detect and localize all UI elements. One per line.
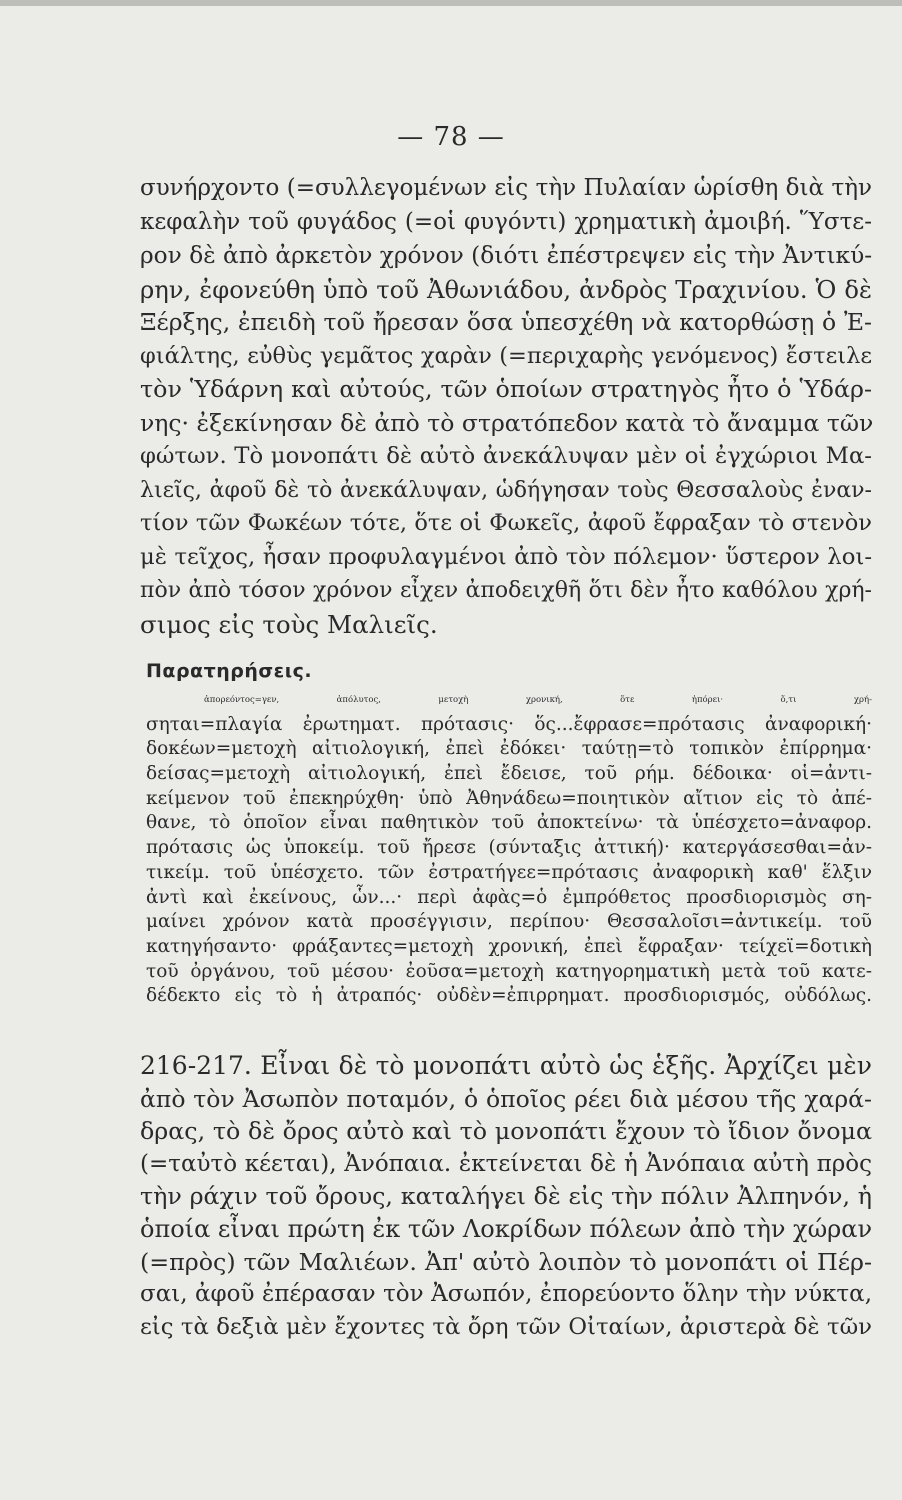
text-line: εἰς τὰ δεξιὰ μὲν ἔχοντες τὰ ὄρη τῶν Οἰταίων, ἀριστερὰ δὲ τῶν bbox=[140, 1313, 872, 1340]
note-line: τικείμ. τοῦ ὑπέσχετο. τῶν ἐστρατήγεε=πρότασις ἀναφορικὴ καθ' ἕλξιν bbox=[146, 861, 872, 883]
text-line: δρας, τὸ δὲ ὄρος αὐτὸ καὶ τὸ μονοπάτι ἔχουν τὸ ἴδιον ὄνομα bbox=[140, 1117, 872, 1146]
text-line: σιμος εἰς τοὺς Μαλιεῖς. bbox=[140, 609, 438, 639]
note-line: δοκέων=μετοχὴ αἰτιολογική, ἐπεὶ ἐδόκει· ταύτῃ=τὸ τοπικὸν ἐπίρρημα· bbox=[146, 738, 872, 760]
text-line: μὲ τεῖχος, ἦσαν προφυλαγμένοι ἀπὸ τὸν πόλεμον· ὕστερον λοι- bbox=[140, 543, 872, 570]
note-line: ἀντὶ καὶ ἐκείνους, ὧν...· περὶ ἀφὰς=ὁ ἐμπρόθετος προσδιορισμὸς ση- bbox=[146, 886, 872, 908]
text-line: συνήρχοντο (=συλλεγομένων εἰς τὴν Πυλαίαν ὡρίσθη διὰ τὴν bbox=[140, 175, 872, 201]
text-line: (=ταὐτὸ κέεται), Ἀνόπαια. ἐκτείνεται δὲ ἡ Ἀνόπαια αὐτὴ πρὸς bbox=[140, 1150, 872, 1177]
note-line: κείμενον τοῦ ἐπεκηρύχθη· ὑπὸ Ἀθηνάδεω=ποιητικὸν αἴτιον εἰς τὸ ἀπέ- bbox=[146, 787, 872, 809]
text-line: πὸν ἀπὸ τόσον χρόνον εἶχεν ἀποδειχθῆ ὅτι δὲν ἦτο καθόλου χρή- bbox=[140, 578, 872, 603]
paragraph-216-217 bbox=[140, 1050, 872, 1343]
note-line: δείσας=μετοχὴ αἰτιολογική, ἐπεὶ ἔδεισε, τοῦ ρήμ. δέδοικα· οἱ=ἀντι- bbox=[146, 763, 872, 785]
text-line: φιάλτης, εὐθὺς γεμᾶτος χαρὰν (=περιχαρὴς γενόμενος) ἔστειλε bbox=[140, 342, 872, 369]
text-line: τὴν ράχιν τοῦ ὄρους, καταλήγει δὲ εἰς τὴν πόλιν Ἀλπηνόν, ἡ bbox=[140, 1182, 872, 1211]
text-line: κεφαλὴν τοῦ φυγάδος (=οἱ φυγόντι) χρηματικὴ ἀμοιβή. Ὕστε- bbox=[140, 208, 872, 235]
note-line: θανε, τὸ ὁποῖον εἶναι παθητικὸν τοῦ ἀποκτείνω· τὰ ὑπέσχετο=ἀναφορ. bbox=[146, 812, 872, 834]
text-line: τίον τῶν Φωκέων τότε, ὅτε οἱ Φωκεῖς, ἀφοῦ ἔφραξαν τὸ στενὸν bbox=[140, 510, 872, 536]
text-line: τὸν Ὑδάρνη καὶ αὐτούς, τῶν ὁποίων στρατηγὸς ἦτο ὁ Ὑδάρ- bbox=[140, 375, 872, 403]
text-line: Ξέρξης, ἐπειδὴ τοῦ ἤρεσαν ὅσα ὑπεσχέθη νὰ κατορθώσῃ ὁ Ἐ- bbox=[140, 308, 872, 336]
text-line: ἀπὸ τὸν Ἀσωπὸν ποταμόν, ὁ ὁποῖος ρέει διὰ μέσου τῆς χαρά- bbox=[140, 1084, 872, 1113]
note-line: πρότασις ὡς ὑποκείμ. τοῦ ἤρεσε (σύνταξις ἀττική)· κατεργάσεσθαι=ἀν- bbox=[146, 837, 872, 859]
note-line: δέδεκτο εἰς τὸ ἡ ἀτραπός· οὐδὲν=ἐπιρρηματ. προσδιορισμός, οὐδόλως. bbox=[146, 985, 872, 1007]
note-line: ἀπορεόντος=γεν, ἀπόλυτος, μετοχὴ χρονική, ὅτε ἠπόρει· ὅ,τι χρή- bbox=[204, 695, 872, 705]
page-top-edge bbox=[0, 0, 902, 6]
text-line: ὁποία εἶναι πρώτη ἐκ τῶν Λοκρίδων πόλεων ἀπὸ τὴν χώραν bbox=[140, 1214, 873, 1243]
note-line: σηται=πλαγία ἐρωτηματ. πρότασις· ὅς...ἔφρασε=πρότασις ἀναφορική· bbox=[146, 713, 872, 735]
note-line: μαίνει χρόνον κατὰ προσέγγισιν, περίπου· Θεσσαλοῖσι=ἀντικείμ. τοῦ bbox=[146, 911, 872, 933]
text-line: λιεῖς, ἀφοῦ δὲ τὸ ἀνεκάλυψαν, ὡδήγησαν τοὺς Θεσσαλοὺς ἐναν- bbox=[140, 477, 872, 503]
notes-block bbox=[146, 688, 872, 1009]
note-line: κατηγήσαντο· φράξαντες=μετοχὴ χρονική, ἐπεὶ ἔφραξαν· τείχεϊ=δοτικὴ bbox=[146, 935, 872, 957]
text-line: νης· ἐξεκίνησαν δὲ ἀπὸ τὸ στρατόπεδον κατὰ τὸ ἄναμμα τῶν bbox=[140, 408, 874, 437]
text-line: σαι, ἀφοῦ ἐπέρασαν τὸν Ἀσωπόν, ἐπορεύοντο ὅλην τὴν νύκτα, bbox=[140, 1281, 872, 1308]
notes-heading: Παρατηρήσεις. bbox=[146, 660, 313, 682]
text-line: ρον δὲ ἀπὸ ἀρκετὸν χρόνον (διότι ἐπέστρεψεν εἰς τὴν Ἀντικύ- bbox=[140, 242, 873, 269]
text-line: 216-217. Εἶναι δὲ τὸ μονοπάτι αὐτὸ ὡς ἑξῆς. Ἀρχίζει μὲν bbox=[140, 1051, 872, 1080]
text-line: φώτων. Τὸ μονοπάτι δὲ αὐτὸ ἀνεκάλυψαν μὲν οἱ ἐγχώριοι Μα- bbox=[140, 443, 872, 469]
note-line: τοῦ ὀργάνου, τοῦ μέσου· ἐοῦσα=μετοχὴ κατηγορηματικὴ μετὰ τοῦ κατε- bbox=[146, 960, 872, 982]
page-number: — 78 — bbox=[397, 122, 505, 152]
text-line: ρην, ἐφονεύθη ὑπὸ τοῦ Ἀθωνιάδου, ἀνδρὸς Τραχινίου. Ὁ δὲ bbox=[140, 274, 872, 304]
paragraph-translation bbox=[140, 172, 872, 641]
text-line: (=πρὸς) τῶν Μαλιέων. Ἀπ' αὐτὸ λοιπὸν τὸ μονοπάτι οἱ Πέρ- bbox=[140, 1247, 872, 1276]
